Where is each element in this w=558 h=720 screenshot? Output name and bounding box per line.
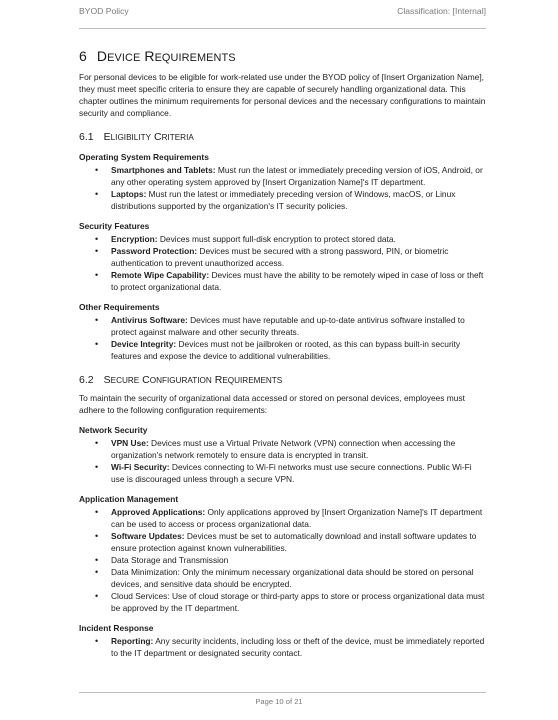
subsection-heading-eligibility: 6.1 ELIGIBILITY CRITERIA [79,131,194,143]
list-item [111,554,486,566]
group-heading: Network Security [79,425,148,435]
requirement-group [79,220,486,293]
subsection-number: 6.1 [79,131,94,143]
requirement-group [79,622,486,659]
subsection-number: 6.2 [79,374,94,386]
list-item [111,269,486,293]
requirement-group [79,151,486,212]
item-text: Only applications approved by [Insert Organization Name]'s IT department can be used to access or process organizational data. [111,507,483,529]
section-number: 6 [79,48,87,64]
bullet-list [79,437,486,485]
section-intro: For personal devices to be eligible for work-related use under the BYOD policy of [Insert Organization Name], they must meet specific criteria to ensure they are capable of securely handling organizational data. This chapter outlines the minimum requirements for personal devices and the necessary configurations to maintain security and compliance. [79,72,486,118]
item-text: Must run the latest or immediately preceding version of iOS, Android, or any other operating system approved by [Insert Organization Name]'s IT department. [111,165,483,187]
bullet-list [79,233,486,293]
bullet-list [79,506,486,614]
list-item [111,635,486,659]
item-label: Encryption: [111,234,158,244]
list-item [111,245,486,269]
item-text: Data Storage and Transmission [111,555,229,565]
footer-divider [79,692,486,693]
header-document-title: BYOD Policy [79,6,129,16]
item-label: Device Integrity: [111,339,177,349]
bullet-list [79,164,486,212]
requirement-group [79,301,486,362]
list-item [111,437,486,461]
item-label: Password Protection: [111,246,198,256]
item-text: Devices must have reputable and up-to-date antivirus software installed to protect against malware and other security threats. [111,315,465,337]
list-item [111,590,486,614]
item-text: Devices must be set to automatically download and install software updates to ensure protection against known vulnerabilities. [111,531,477,553]
page-body [79,48,486,659]
item-label: Antivirus Software: [111,315,188,325]
header-classification: Classification: [Internal] [397,6,486,16]
item-text: Devices must not be jailbroken or rooted, as this can bypass built-in security features and expose the device to additional vulnerabilities. [111,339,461,361]
item-text: Cloud Services: Use of cloud storage or third-party apps to store or process organizational data must be approved by the IT department. [111,591,485,613]
list-item [111,233,486,245]
bullet-list [79,635,486,659]
header-divider [79,28,486,29]
section-heading: 6 DEVICE REQUIREMENTS [79,48,236,64]
list-item [111,314,486,338]
page-header [79,6,486,20]
subsection-intro: To maintain the security of organizational data accessed or stored on personal devices, employees must adhere to the following configuration requirements: [79,393,465,415]
group-heading: Other Requirements [79,302,160,312]
item-label: Reporting: [111,636,154,646]
list-item [111,461,486,485]
item-label: Laptops: [111,189,147,199]
list-item [111,188,486,212]
item-text: Must run the latest or immediately preceding version of Windows, macOS, or Linux distributions supported by the organization's IT security policies. [111,189,456,211]
item-text: Devices must use a Virtual Private Network (VPN) connection when accessing the organization's network remotely to ensure data is encrypted in transit. [111,438,456,460]
list-item [111,506,486,530]
bullet-list [79,314,486,362]
requirement-group [79,424,486,485]
item-text: Devices must support full-disk encryption to protect stored data. [157,234,396,244]
item-text: Devices connecting to Wi-Fi networks must use secure connections. Public Wi-Fi use is discouraged unless through a secure VPN. [111,462,472,484]
item-label: Software Updates: [111,531,185,541]
item-label: Smartphones and Tablets: [111,165,216,175]
item-text: Any security incidents, including loss or theft of the device, must be immediately reported to the IT department or designated security contact. [111,636,485,658]
item-text: Devices must be secured with a strong password, PIN, or biometric authentication to prevent unauthorized access. [111,246,449,268]
item-text: Devices must have the ability to be remotely wiped in case of loss or theft to protect organizational data. [111,270,484,292]
group-heading: Operating System Requirements [79,152,209,162]
item-label: Wi-Fi Security: [111,462,170,472]
item-text: Data Minimization: Only the minimum necessary organizational data should be stored on personal devices, and sensitive data should be encrypted. [111,567,474,589]
group-heading: Incident Response [79,623,154,633]
list-item [111,164,486,188]
group-heading: Security Features [79,221,150,231]
item-label: VPN Use: [111,438,149,448]
requirement-group [79,493,486,614]
list-item [111,566,486,590]
list-item [111,530,486,554]
item-label: Approved Applications: [111,507,206,517]
item-label: Remote Wipe Capability: [111,270,210,280]
subsection-heading-secure-configuration: 6.2 SECURE CONFIGURATION REQUIREMENTS [79,374,283,386]
page-number: Page 10 of 21 [255,697,303,706]
list-item [111,338,486,362]
group-heading: Application Management [79,494,179,504]
